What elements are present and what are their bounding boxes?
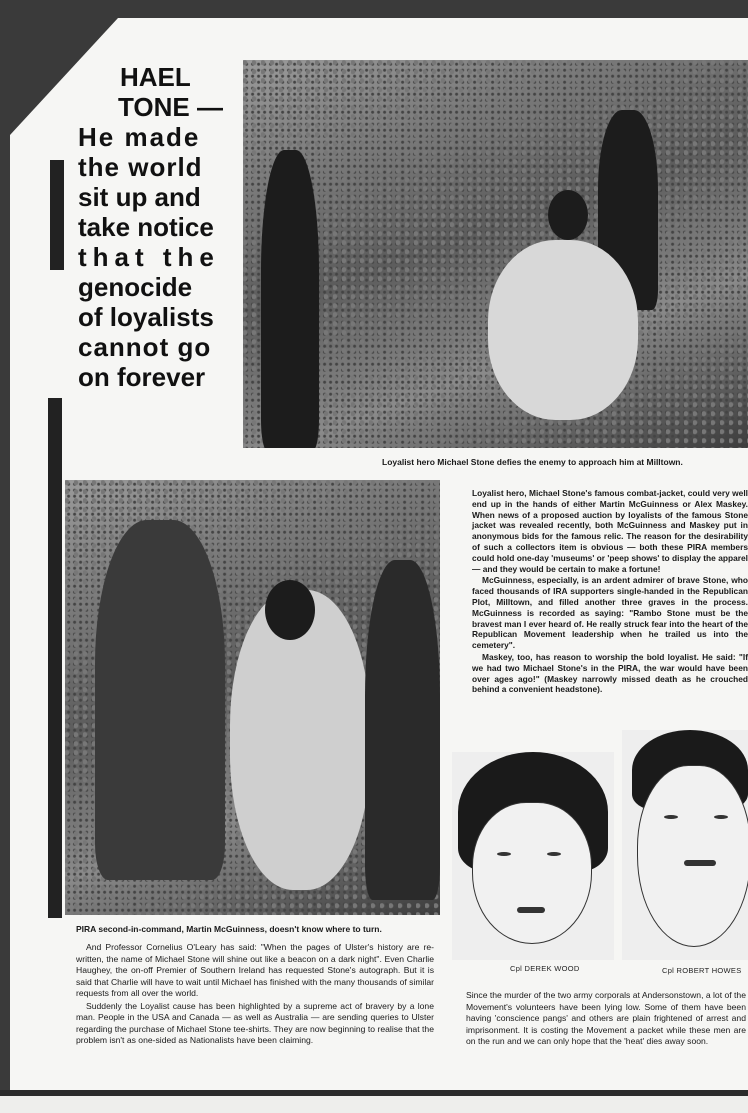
article-right — [472, 488, 748, 696]
paragraph: And Professor Cornelius O'Leary has said: "When the pages of Ulster's history are re-written, the name of Michael Stone will shine out like a beacon on a dark night". Even Charlie Haughey, the on-off Premier of Southern Ireland has requested Stone's autograph. But it is said that Charlie will have to wait until Michael has finished with the many thousands of similar requests from all over the world. — [76, 942, 434, 998]
caption-derek-wood: Cpl DEREK WOOD — [510, 964, 580, 973]
headline-line: sit up and — [78, 182, 201, 212]
headline-line: of loyalists — [78, 302, 214, 332]
scan-margin — [0, 1096, 748, 1113]
paragraph: Since the murder of the two army corporals at Andersonstown, a lot of the Movement's volunteers have been lying low. Some of them have been having 'conscience pangs' and others are plain frightened of arrest and imprisonment. It is costing the Movement a packet while these men are on the run and we can only hope that the 'heat' dies away soon. — [466, 990, 746, 1046]
paragraph: Loyalist hero, Michael Stone's famous combat-jacket, could very well end up in the hands of either Martin McGuinness or Alex Maskey. When news of a proposed auction by loyalists of the famous Stone jacket was revealed recently, both McGuinness and Maskey put in anonymous bids for the famous relic. The reason for the desirability of such a collectors item is obvious — both these PIRA members could hold one-day 'museums' or 'peep shows' to display the apparel — and they would be certain to make a fortune! — [472, 488, 748, 574]
photo-mcguinness — [65, 480, 440, 915]
paragraph: McGuinness, especially, is an ardent admirer of brave Stone, who faced thousands of IRA supporters single-handed in the Republican Plot, Milltown, and filled another three graves in the process. McGuinness is recorded as saying: "Rambo Stone must be the bravest man I ever heard of. He really struck fear into the heart of the Republican Movement leadership when he trailed us into the cemetery". — [472, 575, 748, 651]
article-bottom-right — [466, 990, 746, 1049]
caption-robert-howes: Cpl ROBERT HOWES — [662, 966, 742, 975]
headline-line: take notice — [78, 212, 214, 242]
caption-left-photo: PIRA second-in-command, Martin McGuinness, doesn't know where to turn. — [76, 924, 382, 934]
column-rule — [48, 398, 62, 918]
headline-line: TONE — — [118, 92, 223, 122]
paragraph: Suddenly the Loyalist cause has been highlighted by a supreme act of bravery by a lone man. People in the USA and Canada — as well as Australia — are sending queries to Ulster regarding the purchase of Michael Stone tee-shirts. They are now beginning to realise that the problem isn't as one-sided as Nationalists have been claiming. — [76, 1000, 434, 1045]
portrait-robert-howes — [622, 730, 748, 960]
article-left — [76, 942, 434, 1048]
paragraph: Maskey, too, has reason to worship the bold loyalist. He said: "If we had two Michael Stone's in the PIRA, the war would have been over ages ago!" (Maskey narrowly missed death as he crouched behind a convenient headstone). — [472, 651, 748, 695]
headline-rule — [50, 160, 64, 270]
headline-line: genocide — [78, 272, 193, 302]
portrait-derek-wood — [452, 752, 614, 960]
headline — [78, 62, 238, 392]
headline-line: cannot go — [78, 332, 212, 362]
photo-milltown — [243, 60, 748, 448]
headline-line: the world — [78, 152, 203, 182]
headline-line: that the — [78, 242, 220, 272]
headline-line: on forever — [78, 362, 206, 392]
caption-top-photo: Loyalist hero Michael Stone defies the enemy to approach him at Milltown. — [382, 457, 683, 467]
headline-line: HAEL — [120, 62, 191, 92]
headline-line: He made — [78, 122, 201, 152]
